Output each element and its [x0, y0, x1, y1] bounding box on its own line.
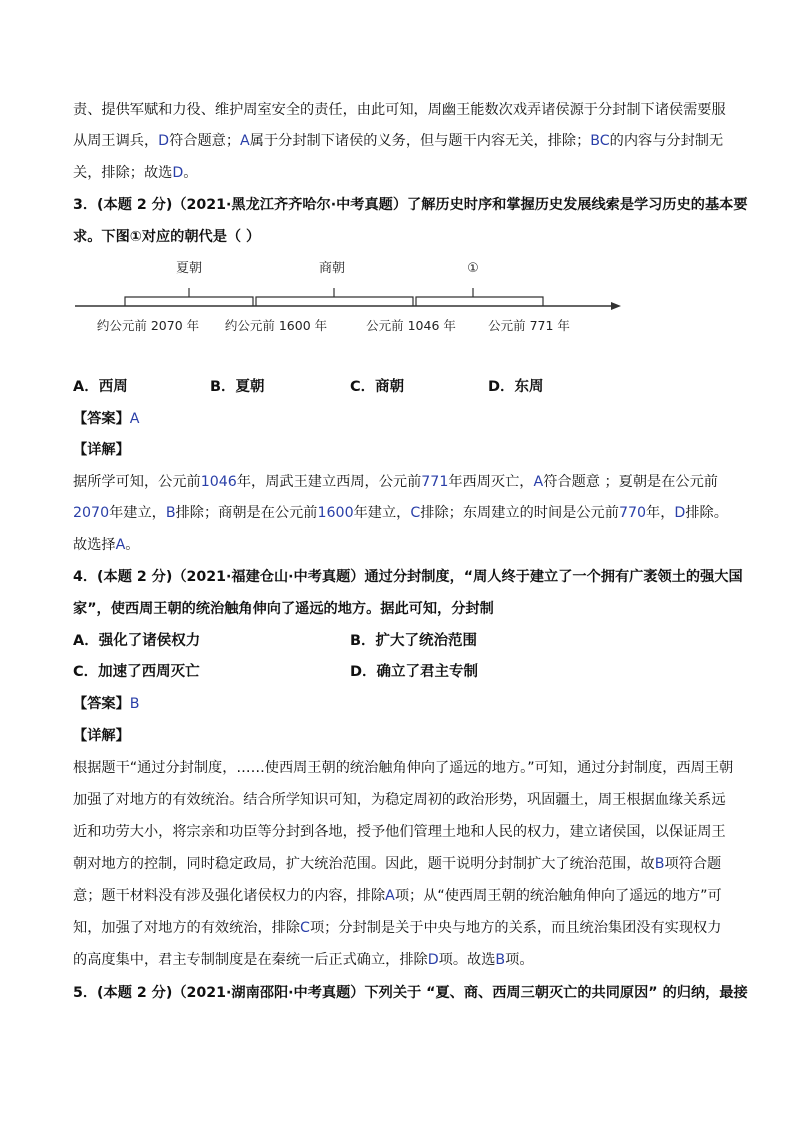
q3-stem-line-2: 求。下图①对应的朝代是（ ） [73, 229, 261, 245]
prev-explanation-line-2: 从周王调兵，D符合题意；A属于分封制下诸侯的义务，但与题干内容无关，排除；BC的内容与分封制无 [73, 133, 724, 149]
q4-detail-line-6: 知，加强了对地方的有效统治，排除C项；分封制是关于中央与地方的关系，而且统治集团没有实现权力 [73, 920, 722, 936]
q3-option-c: C．商朝 [350, 379, 405, 395]
q4-option-b: B．扩大了统治范围 [350, 633, 478, 649]
q4-stem-line-1: 4．(本题 2 分)（2021·福建仓山·中考真题）通过分封制度，“周人终于建立了一个拥有广袤领土的强大国 [73, 569, 743, 585]
timeline-label-circle-1: ① [467, 261, 479, 276]
q3-detail-line-3: 故选择A。 [73, 537, 140, 553]
prev-explanation-line-3: 关，排除；故选D。 [73, 165, 198, 181]
q3-detail-line-2: 2070年建立，B排除；商朝是在公元前1600年建立，C排除；东周建立的时间是公元前770年，D排除。 [73, 505, 728, 521]
q3-option-a: A．西周 [73, 379, 128, 395]
q3-option-d: D．东周 [488, 379, 544, 395]
q4-detail-line-5: 意；题干材料没有涉及强化诸侯权力的内容，排除A项；从“使西周王朝的统治触角伸向了遥远的地方”可 [73, 888, 722, 904]
q3-detail-line-1: 据所学可知，公元前1046年，周武王建立西周，公元前771年西周灭亡，A符合题意 ；夏朝是在公元前 [73, 474, 718, 490]
timeline-date-771: 公元前 771 年 [488, 318, 570, 333]
q4-detail-line-4: 朝对地方的控制，同时稳定政局，扩大统治范围。因此，题干说明分封制扩大了统治范围，故B项符合题 [73, 856, 722, 872]
q4-option-c: C．加速了西周灭亡 [73, 664, 200, 680]
q3-option-b: B．夏朝 [210, 379, 265, 395]
q4-option-d: D．确立了君主专制 [350, 664, 479, 680]
timeline-date-1600: 约公元前 1600 年 [224, 318, 328, 333]
timeline-date-1046: 公元前 1046 年 [366, 318, 456, 333]
q4-detail-line-3: 近和功劳大小，将宗亲和功臣等分封到各地，授予他们管理土地和人民的权力，建立诸侯国，以保证周王 [73, 824, 726, 840]
prev-explanation-line-1: 责、提供军赋和力役、维护周室安全的责任，由此可知，周幽王能数次戏弄诸侯源于分封制下诸侯需要服 [73, 102, 726, 118]
q5-stem-line-1: 5．(本题 2 分)（2021·湖南邵阳·中考真题）下列关于 “夏、商、西周三朝灭亡的共同原因” 的归纳，最接 [73, 985, 748, 1001]
q3-answer: 【答案】A [73, 411, 140, 427]
q4-option-a: A．强化了诸侯权力 [73, 633, 201, 649]
q4-answer: 【答案】B [73, 696, 140, 712]
timeline-label-shang: 商朝 [318, 261, 346, 276]
timeline-date-2070: 约公元前 2070 年 [96, 318, 200, 333]
q4-detail-line-2: 加强了对地方的有效统治。结合所学知识可知，为稳定周初的政治形势，巩固疆土，周王根据血缘关系远 [73, 792, 726, 808]
timeline-label-xia: 夏朝 [175, 261, 203, 276]
q4-stem-line-2: 家”，使西周王朝的统治触角伸向了遥远的地方。据此可知，分封制 [73, 601, 494, 617]
q3-stem-line-1: 3．(本题 2 分)（2021·黑龙江齐齐哈尔·中考真题）了解历史时序和掌握历史发展线索是学习历史的基本要 [73, 197, 748, 213]
q4-detail-line-7: 的高度集中，君主专制制度是在秦统一后正式确立，排除D项。故选B项。 [73, 952, 534, 968]
q3-timeline [73, 255, 633, 340]
q4-detail-line-1: 根据题干“通过分封制度，……使西周王朝的统治触角伸向了遥远的地方。”可知，通过分封制度，西周王朝 [73, 760, 734, 776]
q4-detail-tag: 【详解】 [73, 728, 130, 744]
q3-detail-tag: 【详解】 [73, 442, 130, 458]
